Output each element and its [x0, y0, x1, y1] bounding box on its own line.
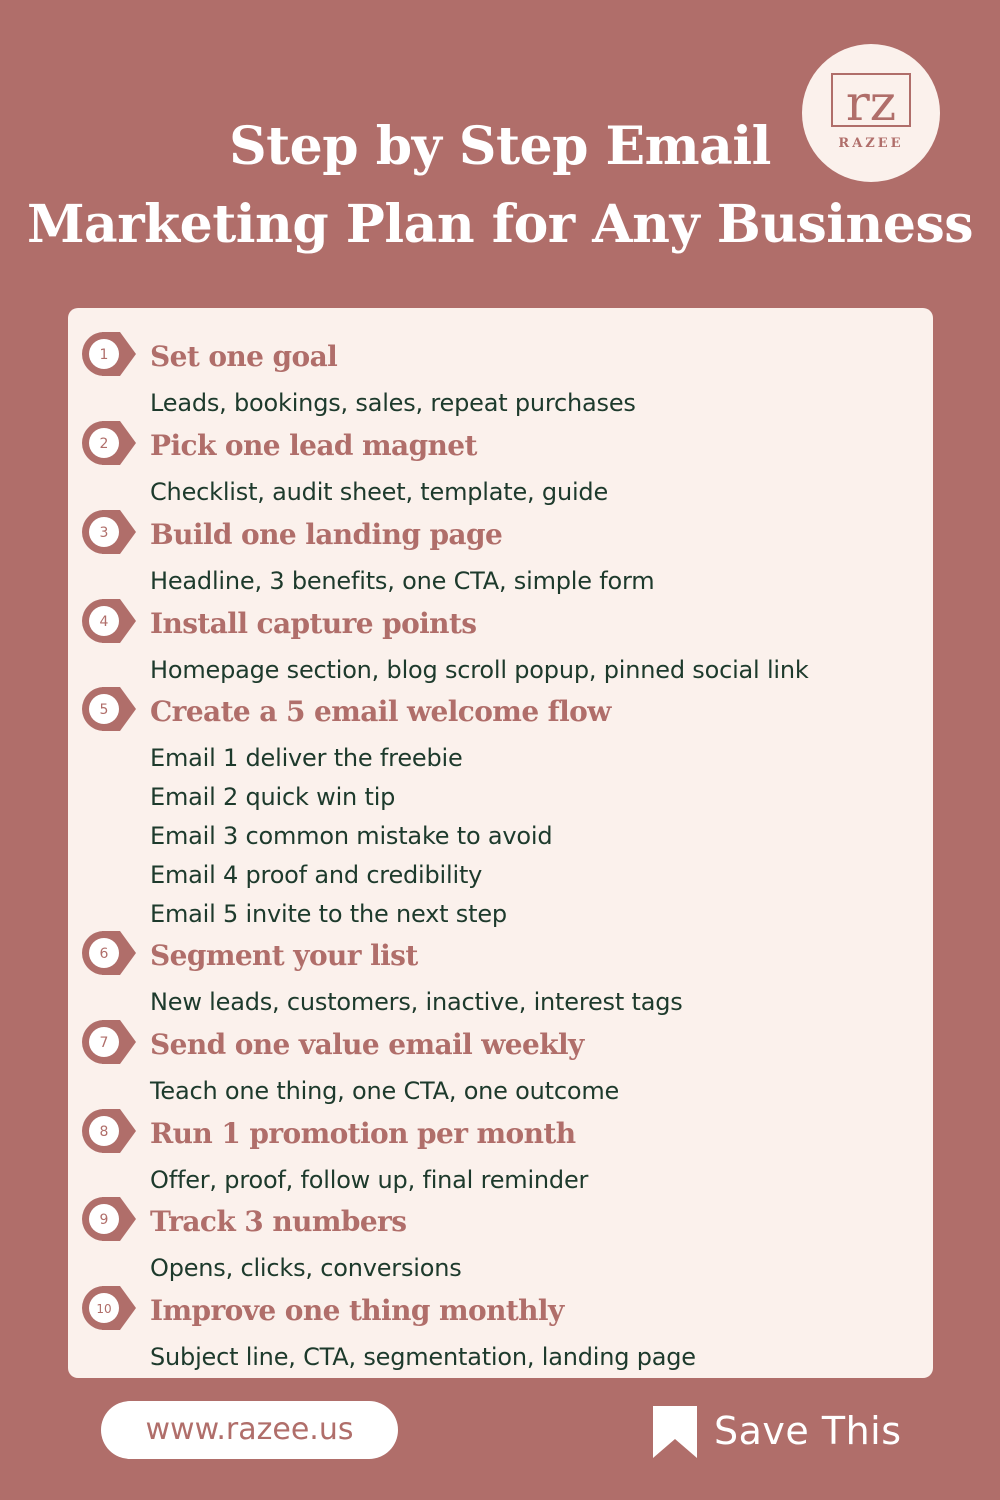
bookmark-icon[interactable] [652, 1406, 698, 1458]
step-number-badge [82, 1020, 138, 1064]
step-number: 2 [99, 436, 109, 452]
logo-monogram-icon [802, 44, 940, 182]
step-title: Improve one thing monthly [150, 1294, 564, 1327]
step-number-badge [82, 332, 138, 376]
step-number: 1 [99, 347, 109, 363]
steps-card [68, 308, 933, 1378]
step-item [68, 1280, 933, 1377]
step-number: 3 [99, 525, 109, 541]
step-item [68, 1103, 933, 1200]
step-description-line: Offer, proof, follow up, final reminder [150, 1166, 589, 1194]
step-number: 10 [96, 1302, 112, 1316]
step-description-line: Email 3 common mistake to avoid [150, 822, 553, 850]
step-item [68, 504, 933, 601]
page-title-line-1: Step by Step Email [229, 116, 771, 177]
step-title: Set one goal [150, 340, 338, 373]
step-item [68, 925, 933, 1022]
razee-logo [802, 44, 940, 182]
step-description-line: Email 2 quick win tip [150, 783, 396, 811]
step-item [68, 681, 933, 934]
step-number-badge [82, 421, 138, 465]
step-description-line: Subject line, CTA, segmentation, landing page [150, 1343, 696, 1371]
step-description-line: Email 1 deliver the freebie [150, 744, 463, 772]
step-description-line: Checklist, audit sheet, template, guide [150, 478, 609, 506]
step-item [68, 593, 933, 690]
step-title: Run 1 promotion per month [150, 1117, 576, 1150]
step-description-line: Opens, clicks, conversions [150, 1254, 462, 1282]
step-item [68, 415, 933, 512]
step-title: Send one value email weekly [150, 1028, 584, 1061]
step-number-badge [82, 1197, 138, 1241]
step-description-line: Homepage section, blog scroll popup, pinned social link [150, 656, 809, 684]
step-description-line: Teach one thing, one CTA, one outcome [150, 1077, 620, 1105]
step-number: 5 [99, 702, 109, 718]
step-number: 7 [99, 1035, 109, 1051]
step-number: 4 [99, 614, 109, 630]
step-title: Track 3 numbers [150, 1205, 407, 1238]
step-number-badge [82, 510, 138, 554]
step-description-line: Email 5 invite to the next step [150, 900, 507, 928]
step-title: Pick one lead magnet [150, 429, 477, 462]
step-number-badge [82, 1109, 138, 1153]
step-description-line: Email 4 proof and credibility [150, 861, 483, 889]
step-item [68, 326, 933, 423]
step-item [68, 1014, 933, 1111]
step-description [150, 1338, 696, 1377]
step-title: Segment your list [150, 939, 418, 972]
website-link[interactable]: www.razee.us [101, 1401, 398, 1459]
step-description-line: Leads, bookings, sales, repeat purchases [150, 389, 636, 417]
step-number: 9 [99, 1212, 109, 1228]
step-number-badge [82, 1286, 138, 1330]
step-number-badge [82, 931, 138, 975]
step-title: Install capture points [150, 607, 477, 640]
logo-brand-text: RAZEE [838, 136, 904, 151]
step-title: Build one landing page [150, 518, 503, 551]
step-number: 6 [99, 946, 109, 962]
step-number: 8 [99, 1124, 109, 1140]
step-description-line: Headline, 3 benefits, one CTA, simple form [150, 567, 655, 595]
step-number-badge [82, 687, 138, 731]
save-this-button[interactable]: Save This [714, 1409, 902, 1453]
step-title: Create a 5 email welcome flow [150, 695, 611, 728]
step-number-badge [82, 599, 138, 643]
page-title-line-2: Marketing Plan for Any Business [26, 194, 974, 255]
step-item [68, 1191, 933, 1288]
svg-text:rz: rz [845, 74, 897, 132]
step-description [150, 739, 552, 934]
step-description-line: New leads, customers, inactive, interest tags [150, 988, 683, 1016]
